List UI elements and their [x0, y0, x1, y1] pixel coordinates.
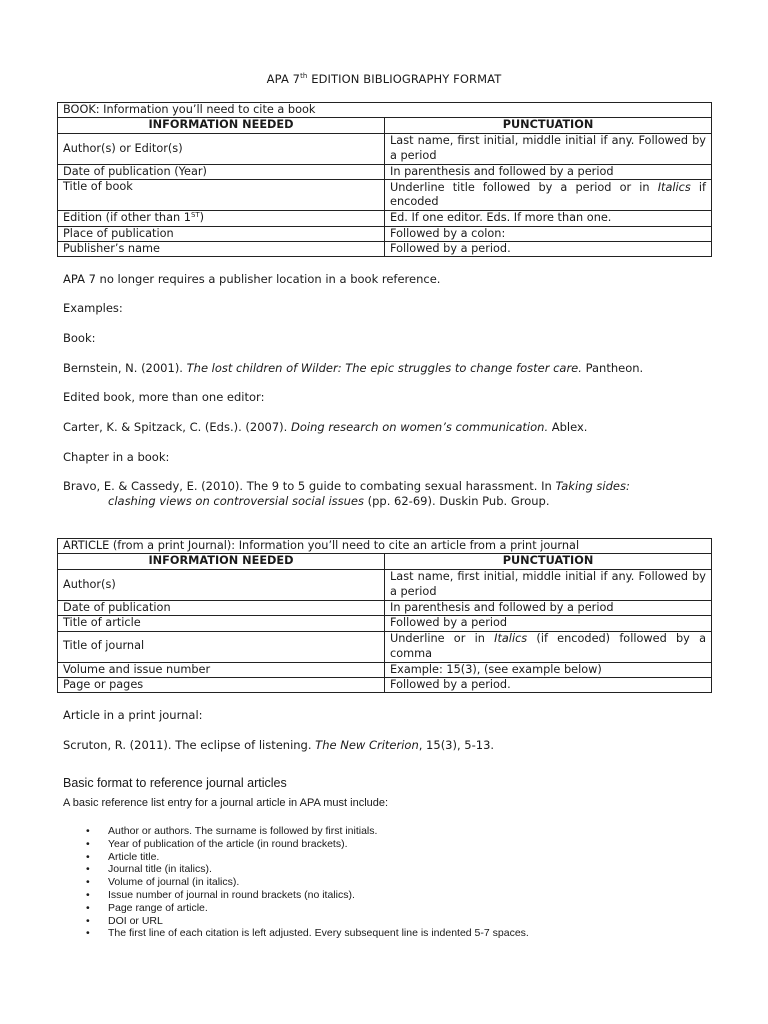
bullet-icon: •	[86, 888, 90, 901]
list-item-text: The first line of each citation is left adjusted. Every subsequent line is indented 5-7 spaces.	[108, 927, 529, 940]
table-row	[58, 616, 712, 631]
citation-italic: The New Criterion	[315, 738, 419, 752]
article-punct-cell	[385, 631, 712, 662]
title-text: APA 7	[266, 72, 301, 86]
book-header-punctuation: PUNCTUATION	[385, 118, 712, 133]
citation-text: Bravo, E. & Cassedy, E. (2010). The 9 to 5 guide to combating sexual harassment. In	[63, 479, 556, 493]
list-item	[63, 825, 529, 838]
table-row	[58, 211, 712, 226]
bullet-icon: •	[86, 837, 90, 850]
book-punct-cell: Ed. If one editor. Eds. If more than one.	[385, 211, 712, 226]
punct-text: (if encoded) followed by a comma	[390, 632, 706, 660]
list-item-text: Journal title (in italics).	[108, 863, 212, 876]
table-row	[58, 662, 712, 677]
article-punct-cell: Followed by a period	[385, 616, 712, 631]
article-table-caption: ARTICLE (from a print Journal): Information you’ll need to cite an article from a print journal	[58, 539, 712, 554]
citation-text: Carter, K. & Spitzack, C. (Eds.). (2007).	[63, 420, 291, 434]
list-item	[63, 876, 529, 889]
book-info-cell: Title of book	[58, 180, 385, 211]
book-punct-cell: In parenthesis and followed by a period	[385, 164, 712, 179]
citation-text: Pantheon.	[581, 361, 644, 375]
list-item-text: Article title.	[108, 850, 160, 863]
list-item	[63, 915, 529, 928]
punct-text: if encoded	[390, 180, 706, 209]
bullet-icon: •	[86, 825, 90, 837]
chapter-citation	[63, 479, 705, 509]
book-info-cell	[58, 211, 385, 226]
article-info-cell: Page or pages	[58, 678, 385, 693]
citation-italic: clashing views on controversial social issues	[108, 494, 364, 508]
book-punct-cell: Followed by a colon:	[385, 226, 712, 241]
title-superscript: th	[300, 72, 308, 80]
info-superscript: ST	[190, 211, 200, 220]
article-info-cell: Author(s)	[58, 569, 385, 600]
edited-book-label: Edited book, more than one editor:	[63, 390, 265, 404]
book-table-caption: BOOK: Information you’ll need to cite a book	[58, 103, 712, 118]
citation-italic: Doing research on women’s communication.	[290, 420, 549, 434]
article-header-punctuation: PUNCTUATION	[385, 554, 712, 569]
info-text: Edition (if other than 1	[63, 211, 191, 225]
article-info-table	[57, 538, 712, 693]
book-info-table	[57, 102, 712, 257]
article-info-cell: Volume and issue number	[58, 662, 385, 677]
article-punct-cell: In parenthesis and followed by a period	[385, 600, 712, 615]
list-item	[63, 889, 529, 902]
section-heading: Basic format to reference journal articles	[63, 776, 287, 790]
citation-text: , 15(3), 5-13.	[418, 738, 495, 752]
list-item-text: DOI or URL	[108, 914, 163, 927]
table-row	[58, 600, 712, 615]
table-row	[58, 180, 712, 211]
punct-italic-text: Italics	[494, 632, 528, 646]
edited-book-citation	[63, 420, 587, 434]
list-item	[63, 902, 529, 915]
book-header-info: INFORMATION NEEDED	[58, 118, 385, 133]
list-item	[63, 851, 529, 864]
article-header-info: INFORMATION NEEDED	[58, 554, 385, 569]
article-info-cell: Title of journal	[58, 631, 385, 662]
article-info-cell: Title of article	[58, 616, 385, 631]
book-info-cell: Place of publication	[58, 226, 385, 241]
list-item-text: Author or authors. The surname is followed by first initials.	[108, 825, 378, 837]
list-item	[63, 838, 529, 851]
table-row	[58, 164, 712, 179]
table-row	[58, 133, 712, 164]
citation-italic: Taking sides:	[555, 479, 630, 493]
note-paragraph: APA 7 no longer requires a publisher location in a book reference.	[63, 272, 441, 286]
citation-italic: The lost children of Wilder: The epic struggles to change foster care.	[186, 361, 582, 375]
examples-label: Examples:	[63, 301, 123, 315]
punct-text: Underline title followed by a period or in	[390, 180, 658, 194]
citation-text: Ablex.	[548, 420, 588, 434]
bullet-icon: •	[86, 927, 90, 940]
article-citation	[63, 738, 494, 752]
title-text-rest: EDITION BIBLIOGRAPHY FORMAT	[307, 72, 502, 86]
bullet-icon: •	[86, 850, 90, 863]
article-punct-cell: Example: 15(3), (see example below)	[385, 662, 712, 677]
book-info-cell: Publisher’s name	[58, 242, 385, 257]
article-punct-cell: Followed by a period.	[385, 678, 712, 693]
citation-text: Scruton, R. (2011). The eclipse of listening.	[63, 738, 316, 752]
book-citation	[63, 361, 643, 375]
citation-continuation	[63, 494, 705, 509]
chapter-label: Chapter in a book:	[63, 450, 170, 464]
table-row	[58, 242, 712, 257]
table-row	[58, 678, 712, 693]
list-item-text: Year of publication of the article (in round brackets).	[108, 837, 348, 850]
citation-text: (pp. 62-69). Duskin Pub. Group.	[363, 494, 550, 508]
book-punct-cell: Followed by a period.	[385, 242, 712, 257]
bullet-icon: •	[86, 901, 90, 914]
list-item-text: Page range of article.	[108, 901, 208, 914]
bullet-icon: •	[86, 876, 90, 889]
page-title	[0, 72, 768, 86]
punct-italic-text: Italics	[657, 180, 691, 194]
book-punct-cell	[385, 180, 712, 211]
article-label: Article in a print journal:	[63, 708, 203, 722]
bullet-icon: •	[86, 863, 90, 876]
article-punct-cell: Last name, first initial, middle initial if any. Followed by a period	[385, 569, 712, 600]
book-info-cell: Date of publication (Year)	[58, 164, 385, 179]
book-label: Book:	[63, 331, 96, 345]
list-item	[63, 927, 529, 940]
section-intro: A basic reference list entry for a journal article in APA must include:	[63, 797, 389, 809]
citation-text: Bernstein, N. (2001).	[63, 361, 187, 375]
info-text: )	[199, 211, 205, 225]
article-info-cell: Date of publication	[58, 600, 385, 615]
book-info-cell: Author(s) or Editor(s)	[58, 133, 385, 164]
table-row	[58, 631, 712, 662]
bullet-icon: •	[86, 914, 90, 927]
table-row	[58, 226, 712, 241]
list-item-text: Issue number of journal in round brackets (no italics).	[108, 888, 355, 901]
list-item-text: Volume of journal (in italics).	[108, 876, 240, 889]
table-row	[58, 569, 712, 600]
requirements-list	[63, 825, 529, 940]
book-punct-cell: Last name, first initial, middle initial if any. Followed by a period	[385, 133, 712, 164]
list-item	[63, 863, 529, 876]
punct-text: Underline or in	[390, 632, 495, 646]
